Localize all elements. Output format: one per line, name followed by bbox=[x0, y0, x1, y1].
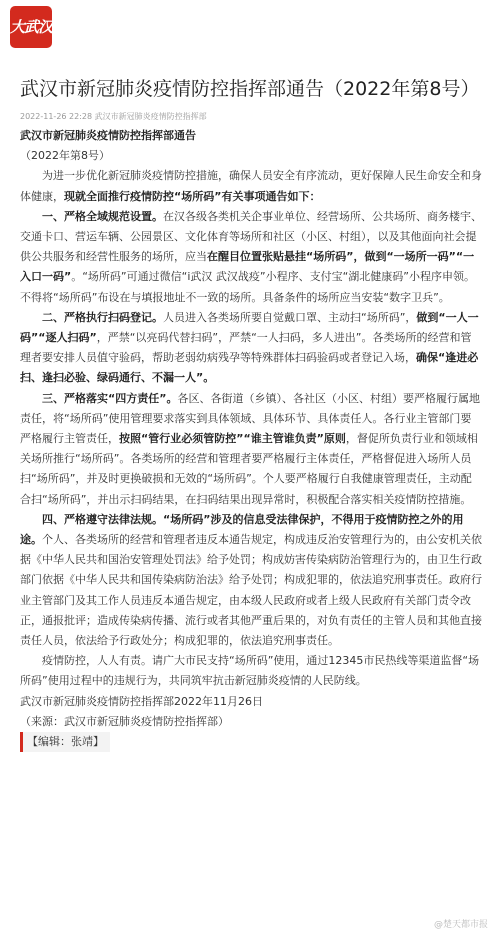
closing-paragraph: 疫情防控，人人有责。请广大市民支持“场所码”使用，通过12345市民热线等渠道监督“场所码”使用过程中的违规行为，共同筑牢抗击新冠肺炎疫情的人民防线。 bbox=[20, 654, 480, 688]
source-line: （来源：武汉市新冠肺炎疫情防控指挥部） bbox=[20, 714, 229, 728]
section-3-paragraph bbox=[20, 389, 482, 510]
section-1-text-b: 。“场所码”可通过微信“i武汉 武汉战疫”小程序、支付宝“湖北健康码”小程序申领。不得将“场所码”布设在与填报地址不一致的场所。具备条件的场所应当安装“数字卫兵”。 bbox=[20, 270, 475, 304]
section-1-paragraph bbox=[20, 207, 482, 308]
section-3-heading: 三、严格落实“四方责任”。 bbox=[42, 391, 178, 405]
section-4-heading: 四、严格遵守法律法规。“场所码”涉及的信息受法律保护，不得用于疫情防控之外的用途。 bbox=[20, 512, 464, 547]
section-2-emphasis-b: 确保“逢进必扫、逢扫必验、绿码通行、不漏一人”。 bbox=[20, 351, 479, 385]
signature-line: 武汉市新冠肺炎疫情防控指挥部2022年11月26日 bbox=[20, 694, 263, 708]
top-bar bbox=[0, 0, 500, 60]
app-logo[interactable]: 大武汉 bbox=[10, 6, 52, 48]
section-2-text-a: 人员进入各类场所要自觉戴口罩、主动扫“场所码”， bbox=[163, 310, 417, 324]
watermark: @楚天都市报 bbox=[433, 920, 488, 930]
article-body bbox=[20, 126, 482, 752]
section-2-heading: 二、严格执行扫码登记。 bbox=[42, 310, 163, 324]
section-4-paragraph bbox=[20, 510, 482, 651]
section-2-emphasis-a: 做到“一人一码”“逐人扫码” bbox=[20, 310, 479, 345]
section-2-text-b: ，严禁“以亮码代替扫码”，严禁“一人扫码，多人进出”。各类场所的经营和管理者要安排人员值守验码，帮助老弱幼病残孕等特殊群体扫码验码或者登记入场， bbox=[20, 331, 472, 365]
notice-heading: 武汉市新冠肺炎疫情防控指挥部通告 bbox=[20, 129, 196, 142]
section-1-text-a: 在汉各级各类机关企事业单位、经营场所、公共场所、商务楼宇、交通卡口、营运车辆、公园景区、文化体育等场所和社区（小区、村组），以及其他面向社会提供公共服务和经营性服务的场所，应当 bbox=[20, 209, 482, 264]
section-1-heading: 一、严格全域规范设置。 bbox=[42, 209, 163, 223]
intro-emphasis: 现就全面推行疫情防控“场所码”有关事项通告如下： bbox=[64, 189, 321, 203]
section-3-emphasis: 按照“管行业必须管防控”“谁主管谁负责”原则 bbox=[119, 432, 346, 446]
section-3-text-b: ，督促所负责行业和领域相关场所推行“场所码”。各类场所的经营和管理者要严格履行主体责任，严格督促进入场所人员扫“场所码”，并及时更换破损和无效的“场所码”。个人要严格履行自我健康管理责任，主动配合扫“场所码”，并出示扫码结果，在扫码结果出现异常时，积极配合落实相关疫情防控措施。 bbox=[20, 432, 478, 506]
intro-text: 为进一步优化新冠肺炎疫情防控措施，确保人员安全有序流动，更好保障人民生命安全和身体健康， bbox=[20, 169, 482, 203]
section-1-emphasis: 在醒目位置张贴悬挂“场所码”，做到“一场所一码”“一入口一码” bbox=[20, 250, 475, 284]
issue-number: （2022年第8号） bbox=[20, 149, 110, 163]
section-2-paragraph bbox=[20, 308, 482, 389]
article-meta: 2022-11-26 22:28 武汉市新冠肺炎疫情防控指挥部 bbox=[20, 112, 207, 121]
section-3-text-a: 各区、各街道（乡镇）、各社区（小区、村组）要严格履行属地责任，将“场所码”使用管理要求落实到具体领域、具体环节、具体责任人。各行业主管部门要严格履行主管责任， bbox=[20, 391, 480, 446]
editor-line: 【编辑：张靖】 bbox=[20, 732, 110, 752]
intro-paragraph bbox=[20, 166, 482, 206]
section-4-text: 个人、各类场所的经营和管理者违反本通告规定，构成违反治安管理行为的，由公安机关依据《中华人民共和国治安管理处罚法》给予处罚；构成妨害传染病防治管理行为的，由卫生行政部门依据《中华人民共和国传染病防治法》给予处罚；构成犯罪的，依法追究刑事责任。政府行业主管部门及其工作人员违反本通告规定，由本级人民政府或者上级人民政府有关部门责令改正，通报批评；造成传染病传播、流行或者其他严重后果的，对负有责任的主管人员和其他直接责任人员，依法给予行政处分；构成犯罪的，依法追究刑事责任。 bbox=[20, 533, 482, 648]
page-title: 武汉市新冠肺炎疫情防控指挥部通告（2022年第8号） bbox=[20, 78, 480, 100]
